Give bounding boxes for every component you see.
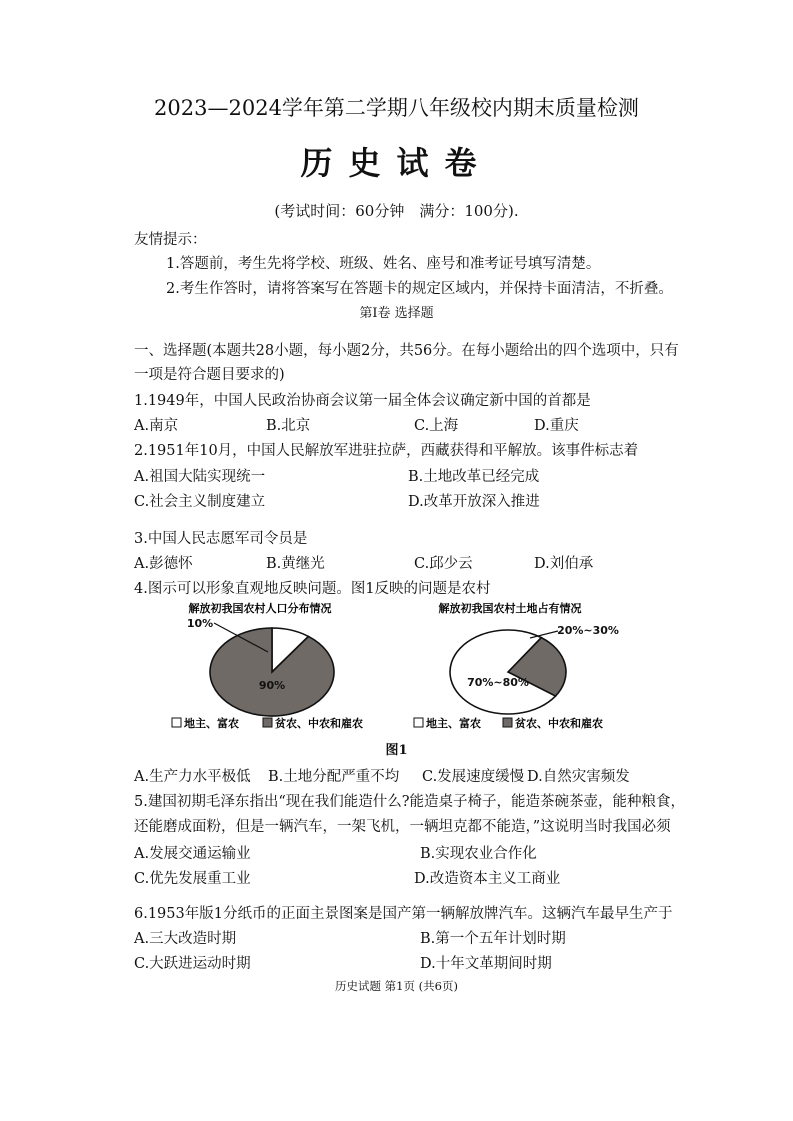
question-5-option-a: A.发展交通运输业 bbox=[134, 846, 251, 862]
question-1-option-a: A.南京 bbox=[134, 418, 179, 434]
legend-left-light-swatch bbox=[172, 718, 181, 727]
legend-right-dark-swatch bbox=[503, 718, 512, 727]
pie1-label-0: 10% bbox=[186, 617, 214, 630]
legend-left-dark-label: 贫农、中农和雇农 bbox=[275, 717, 363, 730]
pie2-title: 解放初我国农村土地占有情况 bbox=[438, 602, 582, 615]
section-instruction-2: 一项是符合题目要求的) bbox=[134, 367, 285, 383]
legend-right-light-swatch bbox=[414, 718, 423, 727]
page-footer: 历史试题 第1页 (共6页) bbox=[335, 979, 458, 993]
pie2-label-1: 20%~30% bbox=[557, 624, 619, 637]
pie1-label-1: 90% bbox=[258, 679, 286, 692]
question-5-option-d: D.改造资本主义工商业 bbox=[414, 871, 561, 887]
pie-chart-land bbox=[439, 601, 619, 714]
question-3-option-a: A.彭德怀 bbox=[134, 556, 193, 572]
legend-right bbox=[414, 716, 603, 730]
question-5-option-b: B.实现农业合作化 bbox=[420, 846, 537, 862]
pie-chart-population bbox=[187, 601, 334, 716]
question-3-option-b: B.黄继光 bbox=[266, 556, 325, 572]
legend-right-dark-label: 贫农、中农和雇农 bbox=[515, 717, 603, 730]
pie1-title: 解放初我国农村人口分布情况 bbox=[188, 602, 332, 615]
question-6-option-b: B.第一个五年计划时期 bbox=[420, 931, 566, 947]
legend-right-light-label: 地主、富农 bbox=[426, 717, 481, 730]
question-1-option-d: D.重庆 bbox=[534, 418, 579, 434]
question-1-stem: 1.1949年，中国人民政治协商会议第一届全体会议确定新中国的首都是 bbox=[134, 393, 591, 409]
question-3-option-d: D.刘伯承 bbox=[534, 556, 594, 572]
section-instruction-1: 一、选择题(本题共28小题，每小题2分，共56分。在每小题给出的四个选项中，只有 bbox=[134, 343, 679, 359]
question-2-option-d: D.改革开放深入推进 bbox=[408, 494, 540, 510]
question-6-option-d: D.十年文革期间时期 bbox=[420, 956, 552, 972]
question-2-option-c: C.社会主义制度建立 bbox=[134, 494, 266, 510]
question-4-option-d: D.自然灾害频发 bbox=[527, 769, 630, 785]
question-4-stem: 4.图示可以形象直观地反映问题。图1反映的问题是农村 bbox=[134, 581, 491, 597]
question-2-option-b: B.土地改革已经完成 bbox=[408, 469, 540, 485]
legend-left-light-label: 地主、富农 bbox=[184, 717, 239, 730]
question-5-stem-2: 还能磨成面粉，但是一辆汽车，一架飞机，一辆坦克都不能造，”这说明当时我国必须 bbox=[134, 819, 671, 835]
pie2-label-0: 70%~80% bbox=[467, 676, 529, 689]
question-6-option-c: C.大跃进运动时期 bbox=[134, 956, 251, 972]
tip-item-1: 1.答题前，考生先将学校、班级、姓名、座号和准考证号填写清楚。 bbox=[166, 256, 601, 272]
tips-label: 友情提示： bbox=[134, 232, 207, 248]
section-title: 第Ⅰ卷 选择题 bbox=[359, 306, 434, 321]
question-2-stem: 2.1951年10月，中国人民解放军进驻拉萨，西藏获得和平解放。该事件标志着 bbox=[134, 443, 639, 459]
exam-title: 2023—2024学年第二学期八年级校内期末质量检测 bbox=[154, 96, 639, 120]
tip-item-2: 2.考生作答时，请将答案写在答题卡的规定区域内，并保持卡面清洁，不折叠。 bbox=[166, 281, 673, 297]
question-3-stem: 3.中国人民志愿军司令员是 bbox=[134, 531, 308, 547]
legend-left-dark-swatch bbox=[263, 718, 272, 727]
question-4-option-c: C.发展速度缓慢 bbox=[422, 769, 525, 785]
figure-caption: 图1 bbox=[385, 743, 408, 758]
question-3-option-c: C.邱少云 bbox=[414, 556, 473, 572]
question-5-option-c: C.优先发展重工业 bbox=[134, 871, 251, 887]
question-1-option-c: C.上海 bbox=[414, 418, 459, 434]
question-6-option-a: A.三大改造时期 bbox=[134, 931, 237, 947]
question-2-option-a: A.祖国大陆实现统一 bbox=[134, 469, 266, 485]
pie1-slice-poor-middle-hired-peasant bbox=[210, 628, 334, 716]
figure-1-charts bbox=[160, 596, 660, 736]
question-1-option-b: B.北京 bbox=[266, 418, 311, 434]
subject-title: 历史试卷 bbox=[300, 144, 493, 182]
question-4-option-b: B.土地分配严重不均 bbox=[268, 769, 400, 785]
question-5-stem-1: 5.建国初期毛泽东指出“现在我们能造什么?能造桌子椅子，能造茶碗茶壶，能种粮食， bbox=[134, 794, 686, 810]
exam-info: (考试时间：60分钟 满分：100分). bbox=[274, 202, 519, 220]
question-6-stem: 6.1953年版1分纸币的正面主景图案是国产第一辆解放牌汽车。这辆汽车最早生产于 bbox=[134, 906, 673, 922]
legend-left bbox=[172, 716, 363, 730]
question-4-option-a: A.生产力水平极低 bbox=[134, 769, 251, 785]
